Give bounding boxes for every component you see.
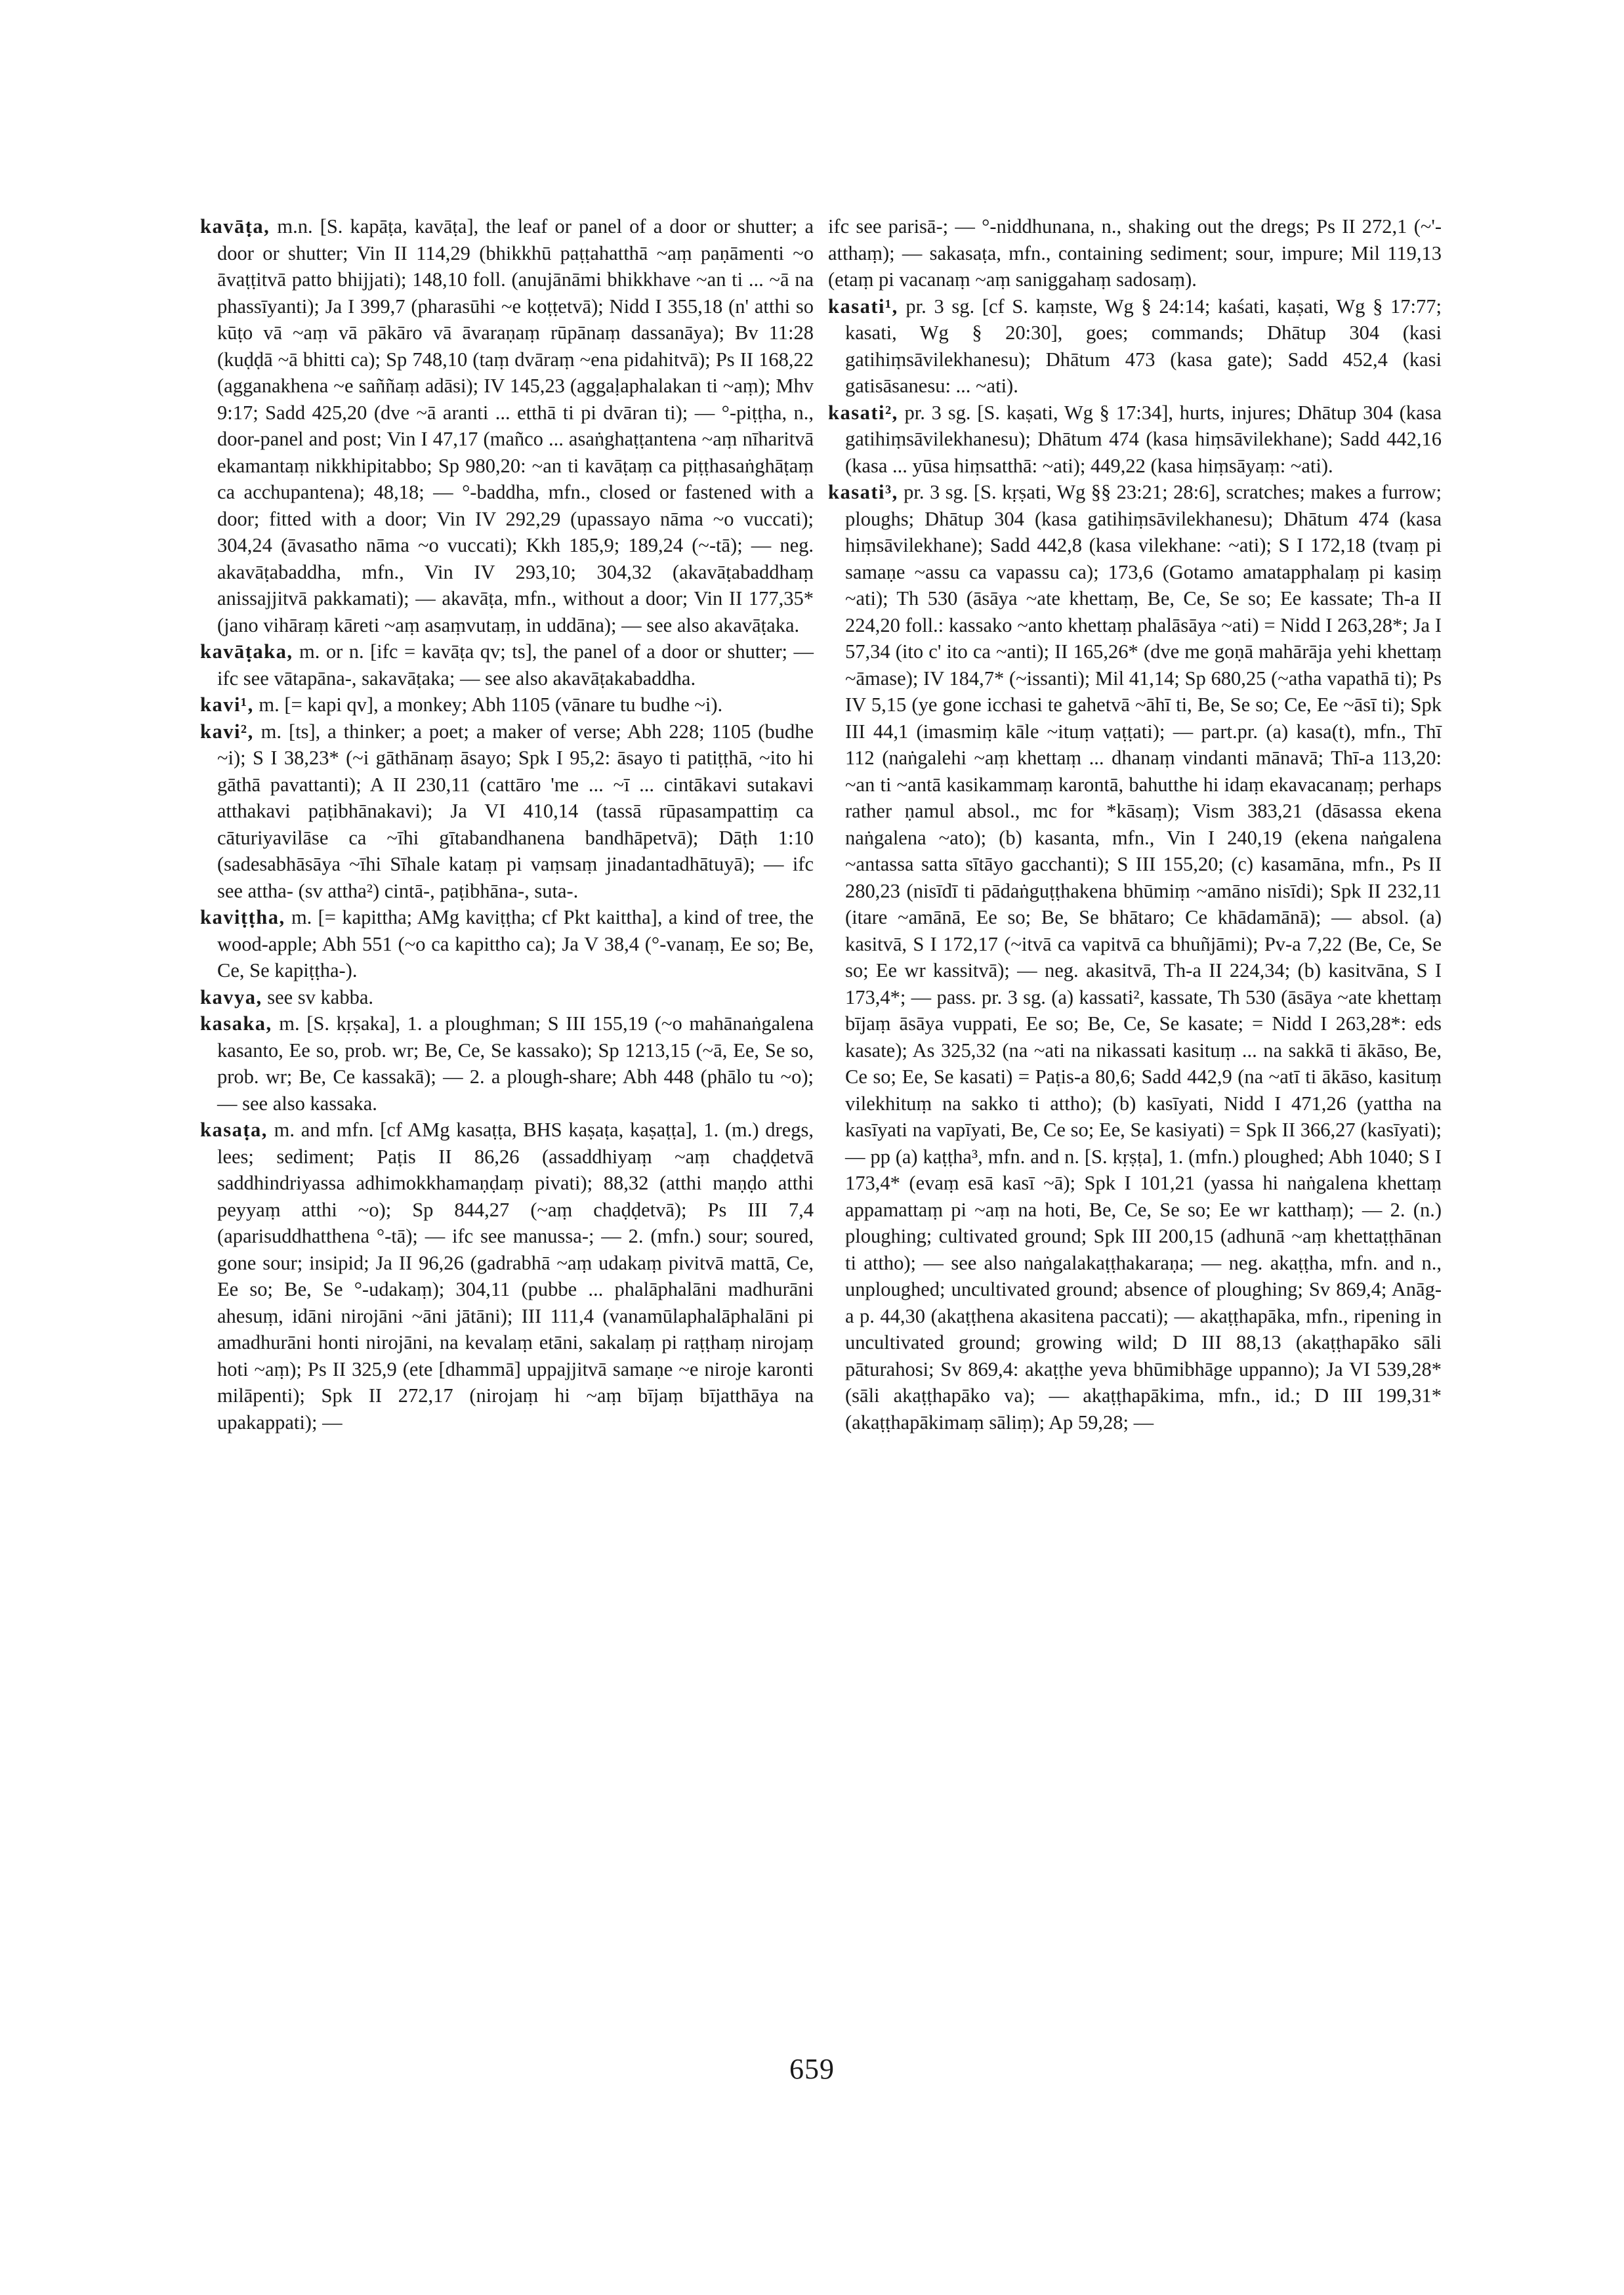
dictionary-entry bbox=[200, 692, 814, 718]
entry-body: pr. 3 sg. [cf S. kaṃste, Wg § 24:14; kaśati, kaṣati, Wg § 17:77; kasati, Wg § 20:30], goes; commands; Dhātup 304 (kasi gatihiṃsāvilekhanesu); Dhātum 473 (kasa gate); Sadd 452,4 (kasi gatisāsanesu: ... ~ati). bbox=[845, 295, 1442, 397]
page-number: 659 bbox=[789, 2053, 835, 2085]
entry-headword: kasaṭa, bbox=[200, 1119, 268, 1141]
entry-headword: kasati³, bbox=[828, 481, 898, 503]
entry-headword: kaviṭṭha, bbox=[200, 906, 285, 928]
entry-body: m.n. [S. kapāṭa, kavāṭa], the leaf or panel of a door or shutter; a door or shutter; Vin II 114,29 (bhikkhū paṭṭahatthā ~aṃ paṇāmenti ~o āvaṭṭitvā patto bhijjati); 148,10 foll. (anujānāmi bhikkhave ~an ti ... ~ā na phassīyanti); Ja I 399,7 (pharasūhi ~e koṭṭetvā); Nidd I 355,18 (n' atthi so kūṭo vā ~aṃ vā pākāro vā āvaraṇaṃ rūpānaṃ dassanāya); Bv 11:28 (kuḍḍā ~ā bhitti ca); Sp 748,10 (taṃ dvāraṃ ~ena pidahitvā); Ps II 168,22 (agganakhena ~e saññaṃ adāsi); IV 145,23 (aggaḷaphalakan ti ~aṃ); Mhv 9:17; Sadd 425,20 (dve ~ā aranti ... etthā ti pi dvāran ti); — °-piṭṭha, n., door-panel and post; Vin I 47,17 (mañco ... asaṅghaṭṭantena ~aṃ nīharitvā ekamantaṃ nikkhipitabbo; Sp 980,20: ~an ti kavāṭaṃ ca piṭṭhasaṅghāṭaṃ ca acchupantena); 48,18; — °-baddha, mfn., closed or fastened with a door; fitted with a door; Vin IV 292,29 (upassayo nāma ~o vuccati); 304,24 (āvasatho nāma ~o vuccati); Kkh 185,9; 189,24 (~-tā); — neg. akavāṭabaddha, mfn., Vin IV 293,10; 304,32 (akavāṭabaddhaṃ anissajjitvā pakkamati); — akavāṭa, mfn., without a door; Vin II 177,35* (jano vihāraṃ kāreti ~aṃ asaṃvutaṃ, in uddāna); — see also akavāṭaka. bbox=[217, 215, 814, 636]
left-column bbox=[200, 213, 814, 1436]
dictionary-entry bbox=[828, 400, 1442, 480]
right-column bbox=[828, 213, 1442, 1436]
entry-body: m. [= kapi qv], a monkey; Abh 1105 (vānare tu budhe ~i). bbox=[253, 693, 723, 716]
entry-headword: kavāṭaka, bbox=[200, 640, 293, 663]
entry-body: m. and mfn. [cf AMg kasaṭṭa, BHS kaṣaṭa, kaṣaṭṭa], 1. (m.) dregs, lees; sediment; Paṭis II 86,26 (assaddhiyaṃ ~aṃ chaḍḍetvā saddhindriyassa adhimokkhamaṇḍaṃ pivati); 88,32 (atthi maṇḍo atthi peyyaṃ atthi ~o); Sp 844,27 (~aṃ chaḍḍetvā); Ps III 7,4 (aparisuddhatthena °-tā); — ifc see manussa-; — 2. (mfn.) sour; soured, gone sour; insipid; Ja II 96,26 (gadrabhā ~aṃ udakaṃ pivitvā mattā, Ce, Ee so; Be, Se °-udakaṃ); 304,11 (pubbe ... phalāphalāni madhurāni ahesuṃ, idāni nirojāni ~āni jātāni); III 111,4 (vanamūlaphalāphalāni pi amadhurāni honti nirojāni, na kevalaṃ etāni, sakalaṃ pi raṭṭhaṃ nirojaṃ hoti ~aṃ); Ps II 325,9 (ete [dhammā] uppajjitvā samaṇe ~e niroje karonti milāpenti); Spk II 272,17 (nirojaṃ hi ~aṃ bījaṃ bījatthāya na upakappati); — bbox=[217, 1119, 814, 1434]
dictionary-entry bbox=[828, 213, 1442, 293]
entry-body: pr. 3 sg. [S. kṛṣati, Wg §§ 23:21; 28:6], scratches; makes a furrow; ploughs; Dhātup 304 (kasa gatihiṃsāvilekhanesu); Dhātum 474 (kasa hiṃsāvilekhane); Sadd 442,8 (kasa vilekhane: ~ati); S I 172,18 (tvaṃ pi samaṇe ~assu ca vapassu ca); 173,6 (Gotamo amatapphalaṃ pi kasiṃ ~ati); Th 530 (āsāya ~ate khettaṃ, Be, Ce, Se so; Ee kassate; Th-a II 224,20 foll.: kassako ~anto khettaṃ phalāsāya ~ati) = Nidd I 263,28*; Ja I 57,34 (ito c' ito ca ~anti); II 165,26* (dve me goṇā mahārāja yehi khettaṃ ~āmase); IV 184,7* (~issanti); Mil 41,14; Sp 680,25 (~atha vapathā ti); Ps IV 5,15 (ye gone icchasi te gahetvā ~āhī ti, Be, Se so; Ce, Ee ~āsī ti); Spk III 44,1 (imasmiṃ kāle ~ituṃ vaṭṭati); — part.pr. (a) kasa(t), mfn., Thī 112 (naṅgalehi ~aṃ khettaṃ ... dhanaṃ vindanti mānavā; Thī-a 113,20: ~an ti ~antā kasikammaṃ karontā, bahutthe hi idaṃ ekavacanaṃ; perhaps rather ṇamul absol., mc for *kāsaṃ); Vism 383,21 (dāsassa ekena naṅgalena ~ato); (b) kasanta, mfn., Vin I 240,19 (ekena naṅgalena ~antassa satta sītāyo gacchanti); S III 155,20; (c) kasamāna, mfn., Ps II 280,23 (nisīdī ti pādaṅguṭṭhakena bhūmiṃ ~amāno nisīdi); Spk II 232,11 (itare ~amānā, Ee so; Be, Se bhātaro; Ce khādamānā); — absol. (a) kasitvā, S I 172,17 (~itvā ca vapitvā ca bhuñjāmi); Pv-a 7,22 (Be, Ce, Se so; Ee wr kassitvā); — neg. akasitvā, Th-a II 224,34; (b) kasitvāna, S I 173,4*; — pass. pr. 3 sg. (a) kassati², kassate, Th 530 (āsāya ~ate khettaṃ bījaṃ āsāya vuppati, Ee so; Be, Ce, Se kasate; = Nidd I 263,28*: eds kasate); As 325,32 (na ~ati na nikassati kasituṃ ... na sakkā ti ākāso, Be, Ce so; Ee, Se kasati) = Paṭis-a 80,6; Sadd 442,9 (na ~atī ti ākāso, kasituṃ vilekhituṃ na sakko ti attho); (b) kasīyati, Nidd I 471,26 (yattha na kasīyati na vapīyati, Be, Ce so; Ee, Se kasiyati) = Spk II 366,27 (kasīyati); — pp (a) kaṭṭha³, mfn. and n. [S. kṛṣṭa], 1. (mfn.) ploughed; Abh 1040; S I 173,4* (evaṃ esā kasī ~ā); Spk I 101,21 (yassa hi naṅgalena khettaṃ appamattaṃ pi ~aṃ na hoti, Be, Ce, Se so; Ee wr katthaṃ); — 2. (n.) ploughing; cultivated ground; Spk III 200,15 (adhunā ~aṃ khettaṭṭhānan ti attho); — see also naṅgalakaṭṭhakaraṇa; — neg. akaṭṭha, mfn. and n., unploughed; uncultivated ground; absence of ploughing; Sv 869,4; Anāg-a p. 44,30 (akaṭṭhena akasitena paccati); — akaṭṭhapāka, mfn., ripening in uncultivated ground; growing wild; D III 88,13 (akaṭṭhapāko sāli pāturahosi; Sv 869,4: akaṭṭhe yeva bhūmibhāge uppanno); Ja VI 539,28* (sāli akaṭṭhapāko va); — akaṭṭhapākima, mfn., id.; D III 199,31* (akaṭṭhapākimaṃ sāliṃ); Ap 59,28; — bbox=[845, 481, 1442, 1434]
entry-headword: kasaka, bbox=[200, 1012, 272, 1035]
entry-body: m. or n. [ifc = kavāṭa qv; ts], the panel of a door or shutter; — ifc see vātapāna-, sakavāṭaka; — see also akavāṭakabaddha. bbox=[217, 640, 814, 690]
entry-headword: kavi², bbox=[200, 720, 254, 743]
dictionary-entry bbox=[200, 904, 814, 984]
dictionary-entry bbox=[200, 984, 814, 1011]
entry-body: pr. 3 sg. [S. kaṣati, Wg § 17:34], hurts, injures; Dhātup 304 (kasa gatihiṃsāvilekhanesu); Dhātum 474 (kasa hiṃsāvilekhane); Sadd 442,16 (kasa ... yūsa hiṃsatthā: ~ati); 449,22 (kasa hiṃsāyaṃ: ~ati). bbox=[845, 401, 1442, 477]
entry-headword: kavya, bbox=[200, 985, 262, 1008]
dictionary-entry bbox=[200, 638, 814, 692]
entry-body: m. [S. kṛṣaka], 1. a ploughman; S III 155,19 (~o mahānaṅgalena kasanto, Ee so, prob. wr; Be, Ce, Se kassako); Sp 1213,15 (~ā, Ee, Se so, prob. wr; Be, Ce kassakā); — 2. a plough-share; Abh 448 (phālo tu ~o); — see also kassaka. bbox=[217, 1012, 814, 1115]
entry-body: m. [ts], a thinker; a poet; a maker of verse; Abh 228; 1105 (budhe ~i); S I 38,23* (~i gāthānaṃ āsayo; Spk I 95,2: āsayo ti patiṭṭhā, ~ito hi gāthā pavattanti); A II 230,11 (cattāro 'me ... ~ī ... cintākavi sutakavi atthakavi paṭibhānakavi); Ja VI 410,14 (tassā rūpasampattiṃ ca cāturiyavilāse ca ~īhi gītabandhanena bandhāpetvā); Dāṭh 1:10 (sadesabhāsāya ~īhi Sīhale kataṃ pi vaṃsaṃ jinadantadhātuyā); — ifc see attha- (sv attha²) cintā-, paṭibhāna-, suta-. bbox=[217, 720, 814, 902]
dictionary-entry bbox=[200, 1117, 814, 1436]
entry-headword: kavāṭa, bbox=[200, 215, 270, 238]
entry-headword: kasati¹, bbox=[828, 295, 898, 318]
entry-body: see sv kabba. bbox=[262, 985, 373, 1008]
entry-headword: kasati², bbox=[828, 401, 898, 424]
dictionary-entry bbox=[828, 479, 1442, 1436]
entry-body: m. [= kapittha; AMg kaviṭṭha; cf Pkt kaittha], a kind of tree, the wood-apple; Abh 551 (~o ca kapittho ca); Ja V 38,4 (°-vanaṃ, Ee so; Be, Ce, Se kapiṭṭha-). bbox=[217, 906, 814, 982]
entry-body: ifc see parisā-; — °-niddhunana, n., shaking out the dregs; Ps II 272,1 (~'-atthaṃ); — sakasaṭa, mfn., containing sediment; sour, impure; Mil 119,13 (etaṃ pi vacanaṃ ~aṃ saniggahaṃ sadosaṃ). bbox=[828, 215, 1442, 291]
dictionary-entry bbox=[200, 213, 814, 638]
entry-headword: kavi¹, bbox=[200, 693, 254, 716]
dictionary-entry bbox=[200, 718, 814, 905]
dictionary-entry bbox=[200, 1010, 814, 1117]
dictionary-entry bbox=[828, 293, 1442, 400]
